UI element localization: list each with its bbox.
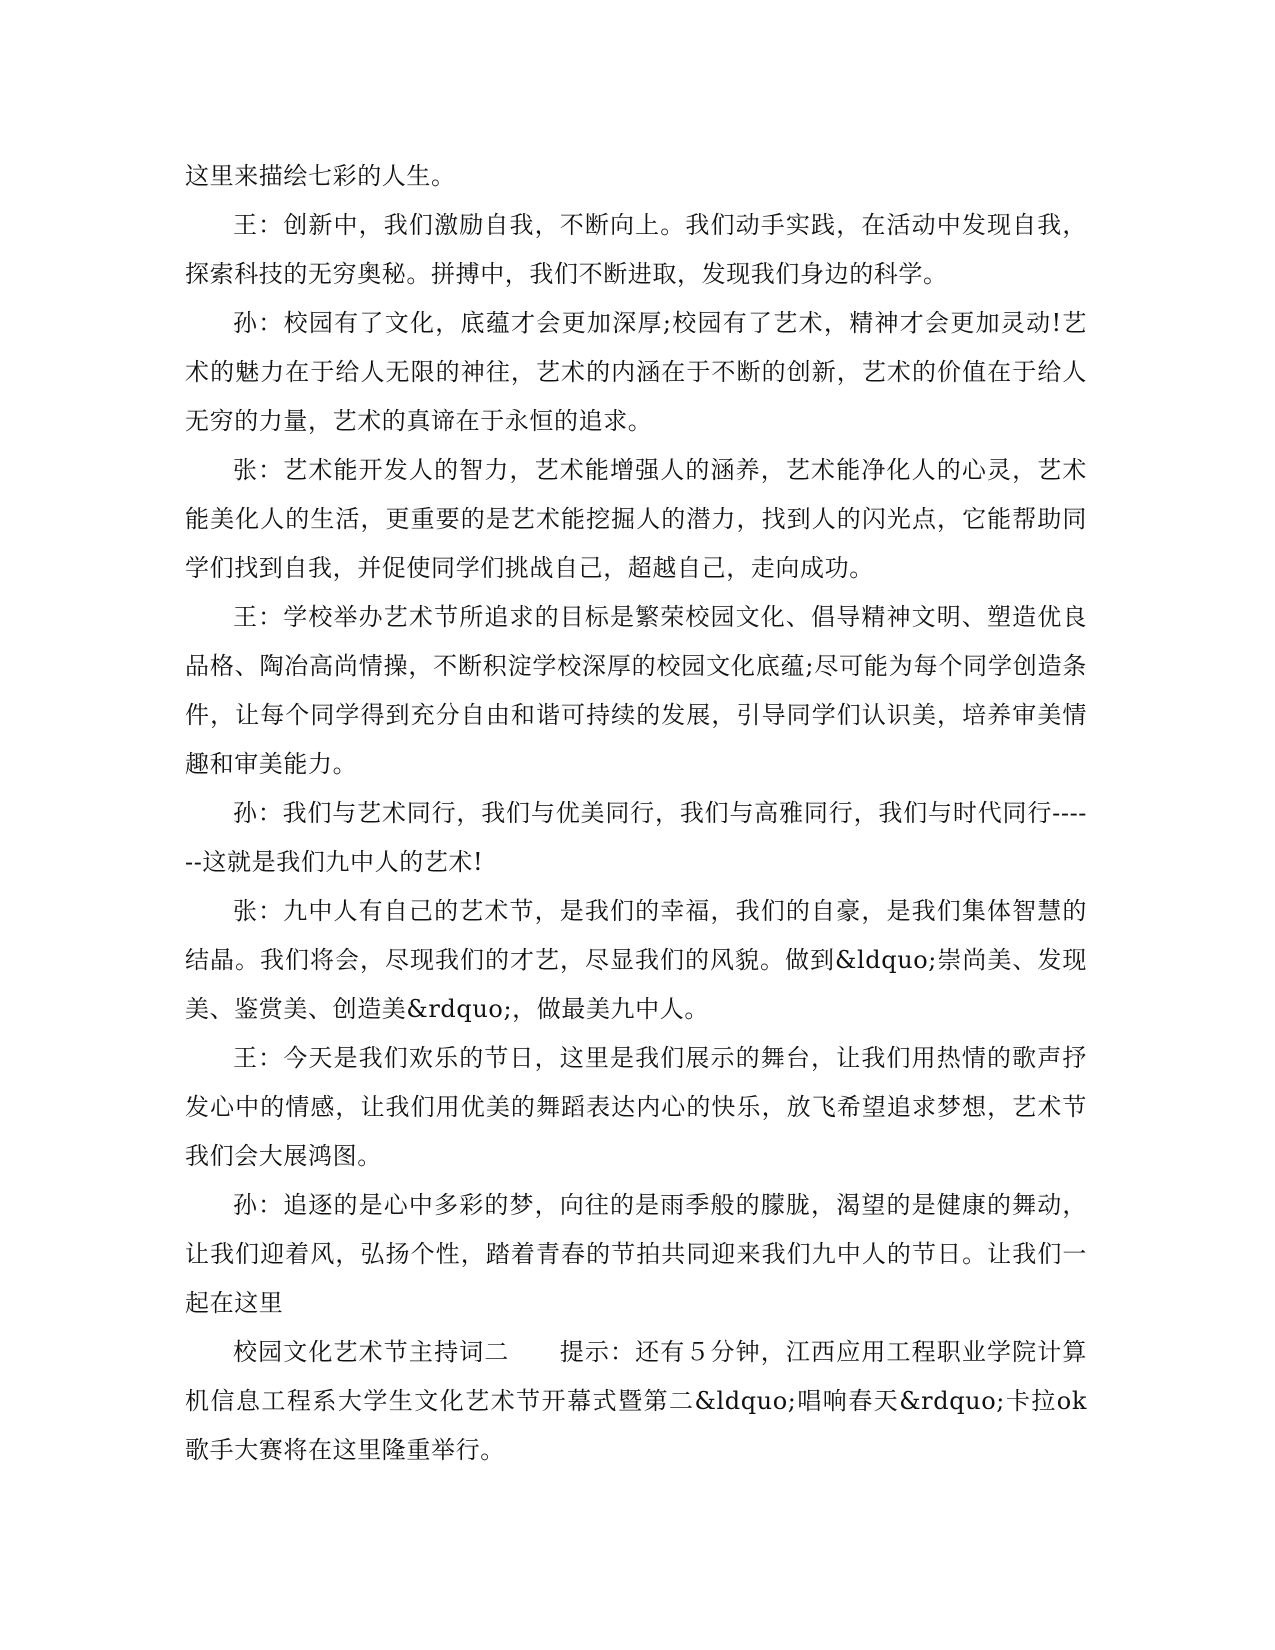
document-body — [185, 152, 1087, 1475]
paragraph-8: 王：今天是我们欢乐的节日，这里是我们展示的舞台，让我们用热情的歌声抒发心中的情感，让我们用优美的舞蹈表达内心的快乐，放飞希望追求梦想，艺术节我们会大展鸿图。 — [185, 1044, 1087, 1170]
paragraph-5: 王：学校举办艺术节所追求的目标是繁荣校园文化、倡导精神文明、塑造优良品格、陶冶高尚情操，不断积淀学校深厚的校园文化底蕴;尽可能为每个同学创造条件，让每个同学得到充分自由和谐可持续的发展，引导同学们认识美，培养审美情趣和审美能力。 — [185, 603, 1087, 778]
paragraph-1: 这里来描绘七彩的人生。 — [185, 162, 456, 190]
paragraph-7: 张：九中人有自己的艺术节，是我们的幸福，我们的自豪，是我们集体智慧的结晶。我们将会，尽现我们的才艺，尽显我们的风貌。做到&ldquo;崇尚美、发现美、鉴赏美、创造美&rdquo;，做最美九中人。 — [185, 897, 1087, 1023]
paragraph-10: 校园文化艺术节主持词二 提示：还有５分钟，江西应用工程职业学院计算机信息工程系大学生文化艺术节开幕式暨第二&ldquo;唱响春天&rdquo;卡拉ok歌手大赛将在这里隆重举行。 — [185, 1338, 1087, 1464]
paragraph-6: 孙：我们与艺术同行，我们与优美同行，我们与高雅同行，我们与时代同行------这就是我们九中人的艺术! — [185, 799, 1087, 876]
paragraph-2: 王：创新中，我们激励自我，不断向上。我们动手实践，在活动中发现自我，探索科技的无穷奥秘。拼搏中，我们不断进取，发现我们身边的科学。 — [185, 211, 1087, 288]
paragraph-9: 孙：追逐的是心中多彩的梦，向往的是雨季般的朦胧，渴望的是健康的舞动，让我们迎着风，弘扬个性，踏着青春的节拍共同迎来我们九中人的节日。让我们一起在这里 — [185, 1191, 1087, 1317]
paragraph-4: 张：艺术能开发人的智力，艺术能增强人的涵养，艺术能净化人的心灵，艺术能美化人的生活，更重要的是艺术能挖掘人的潜力，找到人的闪光点，它能帮助同学们找到自我，并促使同学们挑战自己，超越自己，走向成功。 — [185, 456, 1087, 582]
paragraph-3: 孙：校园有了文化，底蕴才会更加深厚;校园有了艺术，精神才会更加灵动!艺术的魅力在于给人无限的神往，艺术的内涵在于不断的创新，艺术的价值在于给人无穷的力量，艺术的真谛在于永恒的追求。 — [185, 309, 1087, 435]
